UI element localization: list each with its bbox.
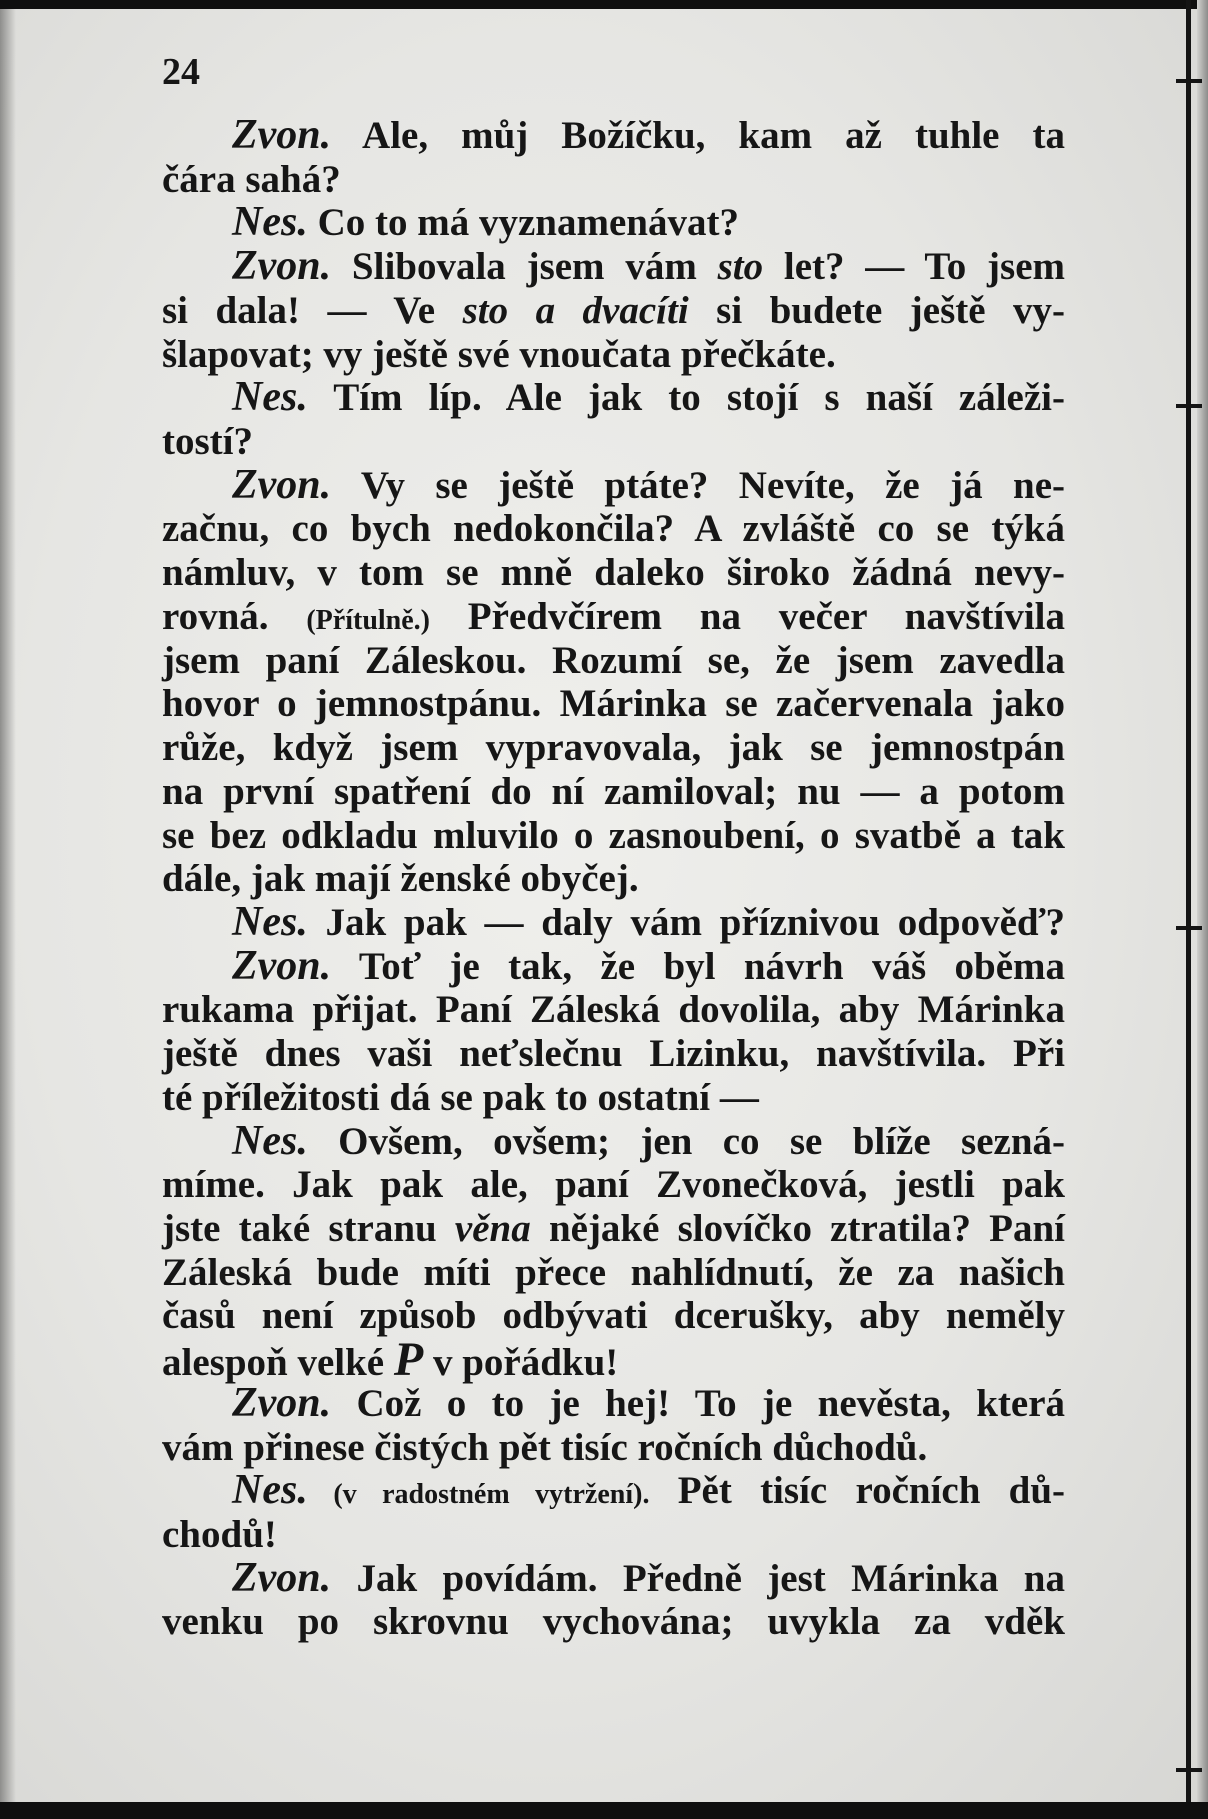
text-line (162, 1379, 1065, 1426)
text-line (162, 1600, 1065, 1644)
speaker-name: Zvon. (232, 942, 332, 989)
line-text: Jak povídám. Předně jest Márinka na (331, 1556, 1065, 1600)
speaker-name: Zvon. (232, 1379, 332, 1426)
line-text: námluv, v tom se mně daleko široko žádná nevy- (162, 551, 1065, 595)
stage-direction: (Přítulně.) (306, 604, 430, 636)
text-line (162, 245, 1065, 289)
text-line (162, 595, 1065, 639)
text-line (162, 551, 1065, 595)
scan-border-bottom (0, 1802, 1208, 1819)
line-text: v pořádku! (423, 1341, 619, 1385)
speaker-name: Nes. (232, 1467, 308, 1514)
speaker-name: Nes. (232, 199, 308, 246)
speaker-name: Nes. (232, 898, 308, 945)
text-line (162, 942, 1065, 989)
stage-direction: (v radostném vytržení). (307, 1479, 650, 1511)
line-text: té příležitosti dá se pak to ostatní — (162, 1075, 759, 1119)
text-line (162, 1294, 1065, 1338)
line-text: Ovšem, ovšem; jen co se blíže sezná- (307, 1119, 1065, 1163)
text-line (162, 1333, 1065, 1387)
scan-border-top (0, 0, 1208, 9)
text-line (162, 289, 1065, 333)
text-line (162, 420, 1065, 464)
text-line (162, 988, 1065, 1032)
text-line (162, 158, 1065, 202)
line-text: alespoň velké (162, 1341, 394, 1385)
emphasis-text: sto a dvacíti (462, 288, 689, 332)
line-text: Vy se ještě ptáte? Nevíte, že já ne- (331, 463, 1065, 507)
text-line (162, 376, 1065, 420)
text-line (162, 639, 1065, 683)
speaker-name: Nes. (232, 374, 308, 421)
line-text: rukama přijat. Paní Záleská dovolila, aby Márinka (162, 988, 1065, 1032)
text-line (162, 1032, 1065, 1076)
speaker-name: Zvon. (232, 1554, 332, 1601)
text-line (162, 1251, 1065, 1295)
scan-border-right (1197, 0, 1208, 1819)
line-text: Záleská bude míti přece nahlídnutí, že za našich (162, 1250, 1065, 1294)
line-text: ještě dnes vaši neťslečnu Lizinku, navštívila. Při (162, 1032, 1065, 1076)
speaker-name: Zvon. (232, 112, 332, 158)
line-text: venku po skrovnu vychována; uvykla za vděk (162, 1600, 1065, 1644)
line-text: dále, jak mají ženské obyčej. (162, 857, 639, 901)
text-line (162, 507, 1065, 551)
binding-tick (1176, 79, 1202, 83)
line-text: Předvčírem na večer navštívila (430, 594, 1065, 638)
line-text: Co to má vyznamenávat? (307, 201, 739, 245)
line-text: chodů! (162, 1513, 277, 1556)
text-line (162, 726, 1065, 770)
scan-border-left (0, 0, 16, 1819)
text-line (162, 1513, 1065, 1557)
line-text: tostí? (162, 420, 253, 464)
line-text: si dala! — Ve (162, 288, 463, 332)
speaker-name: Zvon. (232, 461, 332, 508)
page-body (162, 114, 1065, 1644)
text-line (162, 770, 1065, 814)
line-text: hovor o jemnostpánu. Márinka se začervenala jako (162, 682, 1065, 726)
line-text: rovná. (162, 594, 307, 638)
line-text: jsem paní Záleskou. Rozumí se, že jsem zavedla (162, 638, 1065, 682)
line-text: šlapovat; vy ještě své vnoučata přečkáte. (162, 332, 836, 376)
emphasis-text: sto (717, 245, 764, 289)
line-text: Ale, můj Božíčku, kam až tuhle ta (331, 114, 1065, 157)
line-text: si budete ještě vy- (688, 288, 1065, 332)
binding-tick (1176, 1768, 1202, 1772)
line-text: se bez odkladu mluvilo o zasnoubení, o svatbě a tak (162, 813, 1065, 857)
binding-tick (1176, 404, 1202, 408)
text-line (162, 682, 1065, 726)
text-line (162, 201, 1065, 245)
text-line (162, 1163, 1065, 1207)
text-line (162, 333, 1065, 377)
line-text: Což o to je hej! To je nevěsta, která (331, 1381, 1065, 1425)
text-line (162, 814, 1065, 858)
line-text: časů není způsob odbývati dcerušky, aby neměly (162, 1294, 1065, 1338)
line-text: růže, když jsem vypravovala, jak se jemnostpán (162, 726, 1065, 770)
text-line (162, 1207, 1065, 1251)
line-text: Pět tisíc ročních dů- (649, 1469, 1066, 1513)
text-line (162, 1469, 1065, 1513)
line-text: let? — To jsem (763, 245, 1065, 289)
text-line (162, 1554, 1065, 1601)
text-line (162, 114, 1065, 158)
line-text: jste také stranu (162, 1206, 455, 1250)
text-line (162, 1426, 1065, 1470)
text-line (162, 857, 1065, 901)
line-text: na první spatření do ní zamiloval; nu — a potom (162, 769, 1065, 813)
emphasis-letter: P (393, 1333, 424, 1387)
binding-rule (1186, 0, 1191, 1819)
binding-tick (1176, 926, 1202, 930)
line-text: Toť je tak, že byl návrh váš oběma (331, 944, 1065, 988)
line-text: čára sahá? (162, 157, 341, 201)
speaker-name: Nes. (232, 1117, 308, 1164)
line-text: míme. Jak pak ale, paní Zvonečková, jestli pak (162, 1163, 1065, 1207)
line-text: Tím líp. Ale jak to stojí s naší záleži- (307, 376, 1065, 420)
line-text: Jak pak — daly vám příznivou odpověď? (307, 900, 1065, 944)
text-line (162, 898, 1065, 945)
line-text: začnu, co bych nedokončila? A zvláště co se týká (162, 507, 1065, 551)
text-line (162, 1076, 1065, 1120)
line-text: vám přinese čistých pět tisíc ročních důchodů. (162, 1425, 928, 1469)
line-text: nějaké slovíčko ztratila? Paní (530, 1206, 1065, 1250)
page-number: 24 (162, 51, 200, 93)
speaker-name: Zvon. (232, 243, 332, 290)
line-text: Slibovala jsem vám (331, 245, 718, 289)
text-line (162, 1117, 1065, 1164)
text-line (162, 461, 1065, 508)
emphasis-text: věna (454, 1206, 531, 1250)
